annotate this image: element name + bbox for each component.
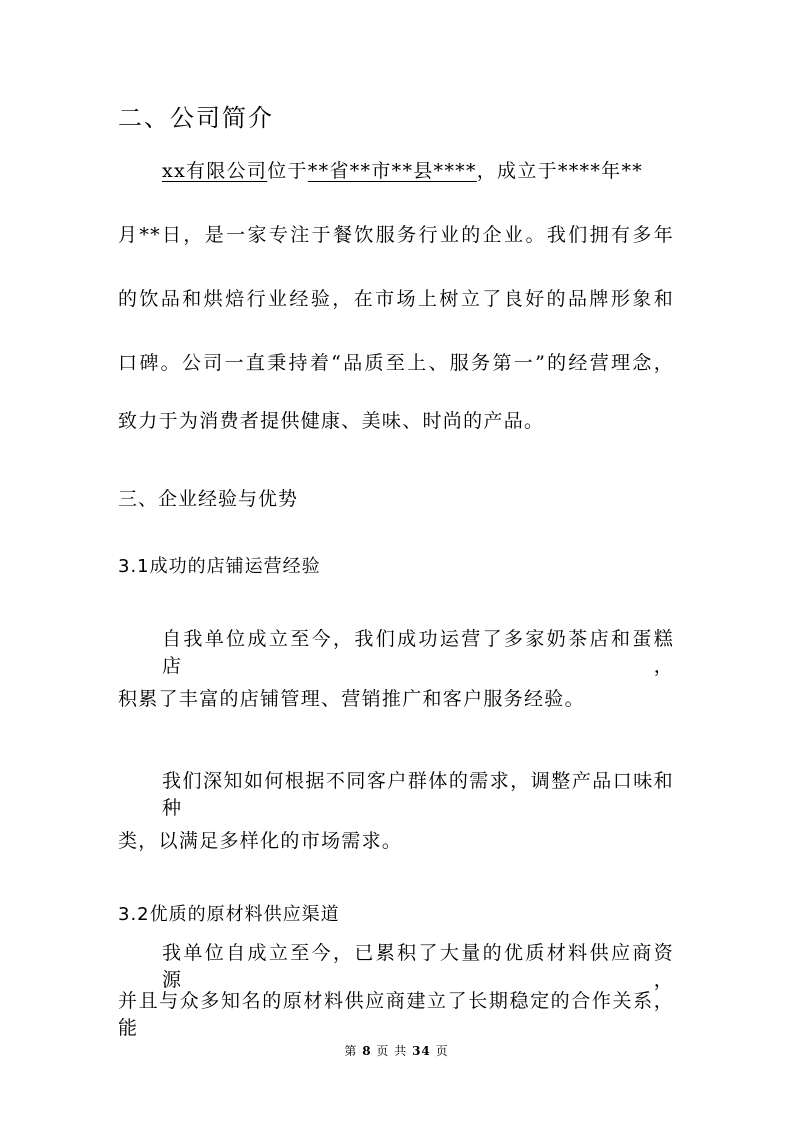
paragraph-line: 我单位自成立至今，已累积了大量的优质材料供应商资源， [162, 942, 674, 991]
paragraph-line: 并且与众多知名的原材料供应商建立了长期稳定的合作关系，能 [118, 990, 674, 1039]
total-pages: 34 [412, 1044, 431, 1058]
page-footer [0, 1042, 793, 1059]
section-heading-experience: 三、企业经验与优势 [118, 488, 299, 510]
located-text: 位于 [267, 160, 308, 182]
paragraph-line: 积累了丰富的店铺管理、营销推广和客户服务经验。 [118, 688, 585, 710]
footer-prefix: 第 [344, 1044, 358, 1058]
paragraph-line: 类，以满足多样化的市场需求。 [118, 830, 403, 852]
subsection-heading-store-operation: 3.1成功的店铺运营经验 [118, 556, 321, 577]
subsection-heading-supply-channels: 3.2优质的原材料供应渠道 [118, 904, 340, 925]
company-name: xx有限公司 [162, 160, 268, 182]
founding-date-text: ，成立于****年** [476, 160, 644, 182]
footer-suffix: 页 [435, 1044, 449, 1058]
company-location: **省**市**县**** [307, 160, 477, 182]
paragraph-line: 的饮品和烘焙行业经验，在市场上树立了良好的品牌形象和 [118, 288, 674, 310]
paragraph-line: 自我单位成立至今，我们成功运营了多家奶茶店和蛋糕店， [162, 628, 674, 677]
paragraph-line: 口碑。公司一直秉持着“品质至上、服务第一”的经营理念， [118, 352, 674, 374]
paragraph-line [162, 156, 674, 183]
paragraph-line: 我们深知如何根据不同客户群体的需求，调整产品口味和种 [162, 770, 674, 819]
page-number: 8 [362, 1044, 372, 1058]
section-heading-company-intro: 二、公司简介 [118, 104, 274, 132]
footer-mid: 页 共 [376, 1044, 408, 1058]
paragraph-line: 月**日，是一家专注于餐饮服务行业的企业。我们拥有多年 [118, 224, 674, 246]
paragraph-line: 致力于为消费者提供健康、美味、时尚的产品。 [118, 410, 545, 432]
